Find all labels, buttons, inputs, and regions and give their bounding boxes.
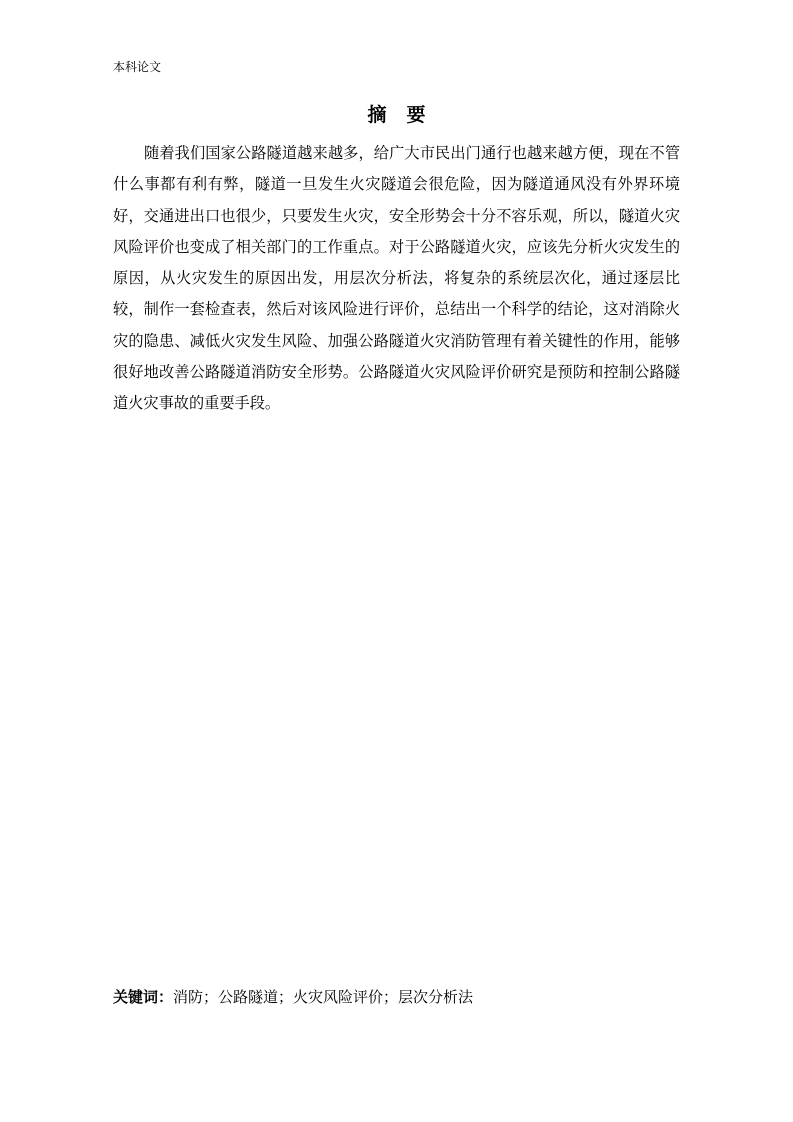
keywords-line [113, 986, 473, 1008]
keywords-label: 关键词： [113, 988, 174, 1006]
keywords-text: 消防；公路隧道；火灾风险评价；层次分析法 [173, 988, 474, 1006]
running-header: 本科论文 [113, 60, 162, 74]
abstract-paragraph: 随着我们国家公路隧道越来越多，给广大市民出门通行也越来越方便，现在不管什么事都有利有弊，隧道一旦发生火灾隧道会很危险，因为隧道通风没有外界环境好，交通进出口也很少，只要发生火灾，安全形势会十分不容乐观，所以，隧道火灾风险评价也变成了相关部门的工作重点。对于公路隧道火灾，应该先分析火灾发生的原因，从火灾发生的原因出发，用层次分析法，将复杂的系统层次化，通过逐层比较，制作一套检查表，然后对该风险进行评价，总结出一个科学的结论，这对消除火灾的隐患、减低火灾发生风险、加强公路隧道火灾消防管理有着关键性的作用，能够很好地改善公路隧道消防安全形势。公路隧道火灾风险评价研究是预防和控制公路隧道火灾事故的重要手段。 [113, 144, 680, 413]
abstract-title-char-2: 要 [406, 104, 426, 126]
abstract-title-char-1: 摘 [367, 104, 387, 126]
abstract-title [0, 102, 793, 128]
